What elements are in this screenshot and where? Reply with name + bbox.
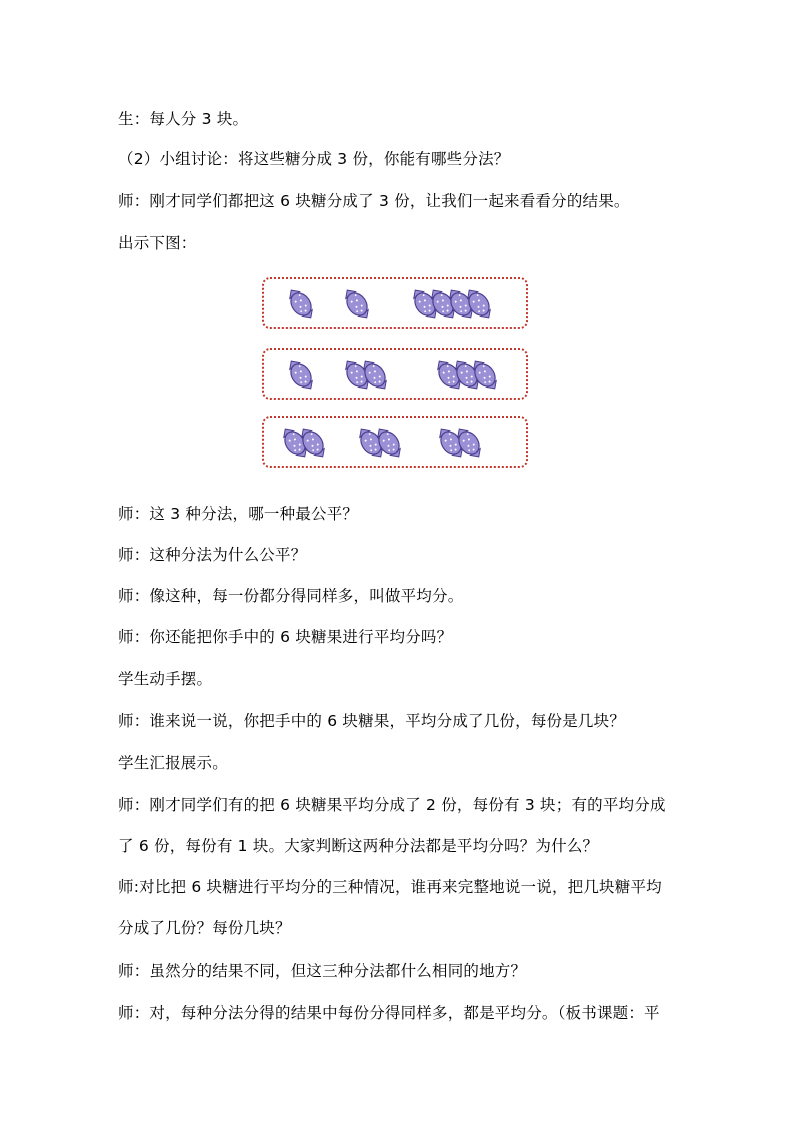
candy-icon bbox=[286, 285, 316, 323]
text-line: 出示下图： bbox=[118, 234, 197, 252]
candy-icon bbox=[374, 424, 404, 462]
candy-icon bbox=[286, 356, 316, 394]
candy-group-row-2 bbox=[262, 348, 528, 400]
text-line: 师：刚才同学们有的把 6 块糖果平均分成了 2 份，每份有 3 块；有的平均分成 bbox=[118, 796, 666, 814]
text-line: 师：对，每种分法分得的结果中每份分得同样多，都是平均分。（板书课题：平 bbox=[118, 1004, 660, 1022]
text-line: 师：你还能把你手中的 6 块糖果进行平均分吗？ bbox=[118, 628, 453, 646]
candy-icon bbox=[342, 285, 372, 323]
candy-icon bbox=[298, 424, 328, 462]
text-line: 了 6 份，每份有 1 块。大家判断这两种分法都是平均分吗？为什么？ bbox=[118, 837, 599, 855]
text-line: 学生动手摆。 bbox=[118, 670, 213, 688]
candy-icon bbox=[360, 356, 390, 394]
text-line: 学生汇报展示。 bbox=[118, 754, 228, 772]
text-line: 师：这种分法为什么公平？ bbox=[118, 546, 307, 564]
text-line: 生：每人分 3 块。 bbox=[118, 110, 249, 128]
text-line: 师:对比把 6 块糖进行平均分的三种情况，谁再来完整地说一说，把几块糖平均 bbox=[118, 878, 662, 896]
candy-group-row-3 bbox=[262, 416, 528, 468]
candy-group-row-1 bbox=[262, 277, 528, 329]
text-line: 师：刚才同学们都把这 6 块糖分成了 3 份，让我们一起来看看分的结果。 bbox=[118, 192, 630, 210]
text-line: 师：像这种，每一份都分得同样多，叫做平均分。 bbox=[118, 587, 464, 605]
text-line: 师：这 3 种分法，哪一种最公平？ bbox=[118, 505, 359, 523]
candy-icon bbox=[464, 285, 494, 323]
text-line: 师：谁来说一说，你把手中的 6 块糖果，平均分成了几份，每份是几块？ bbox=[118, 712, 626, 730]
text-line: 师：虽然分的结果不同，但这三种分法都什么相同的地方？ bbox=[118, 962, 527, 980]
candy-icon bbox=[454, 424, 484, 462]
candy-figure bbox=[258, 272, 534, 482]
text-line: 分成了几份？每份几块？ bbox=[118, 919, 291, 937]
text-line: （2）小组讨论：将这些糖分成 3 份，你能有哪些分法？ bbox=[118, 150, 510, 168]
candy-icon bbox=[470, 356, 500, 394]
